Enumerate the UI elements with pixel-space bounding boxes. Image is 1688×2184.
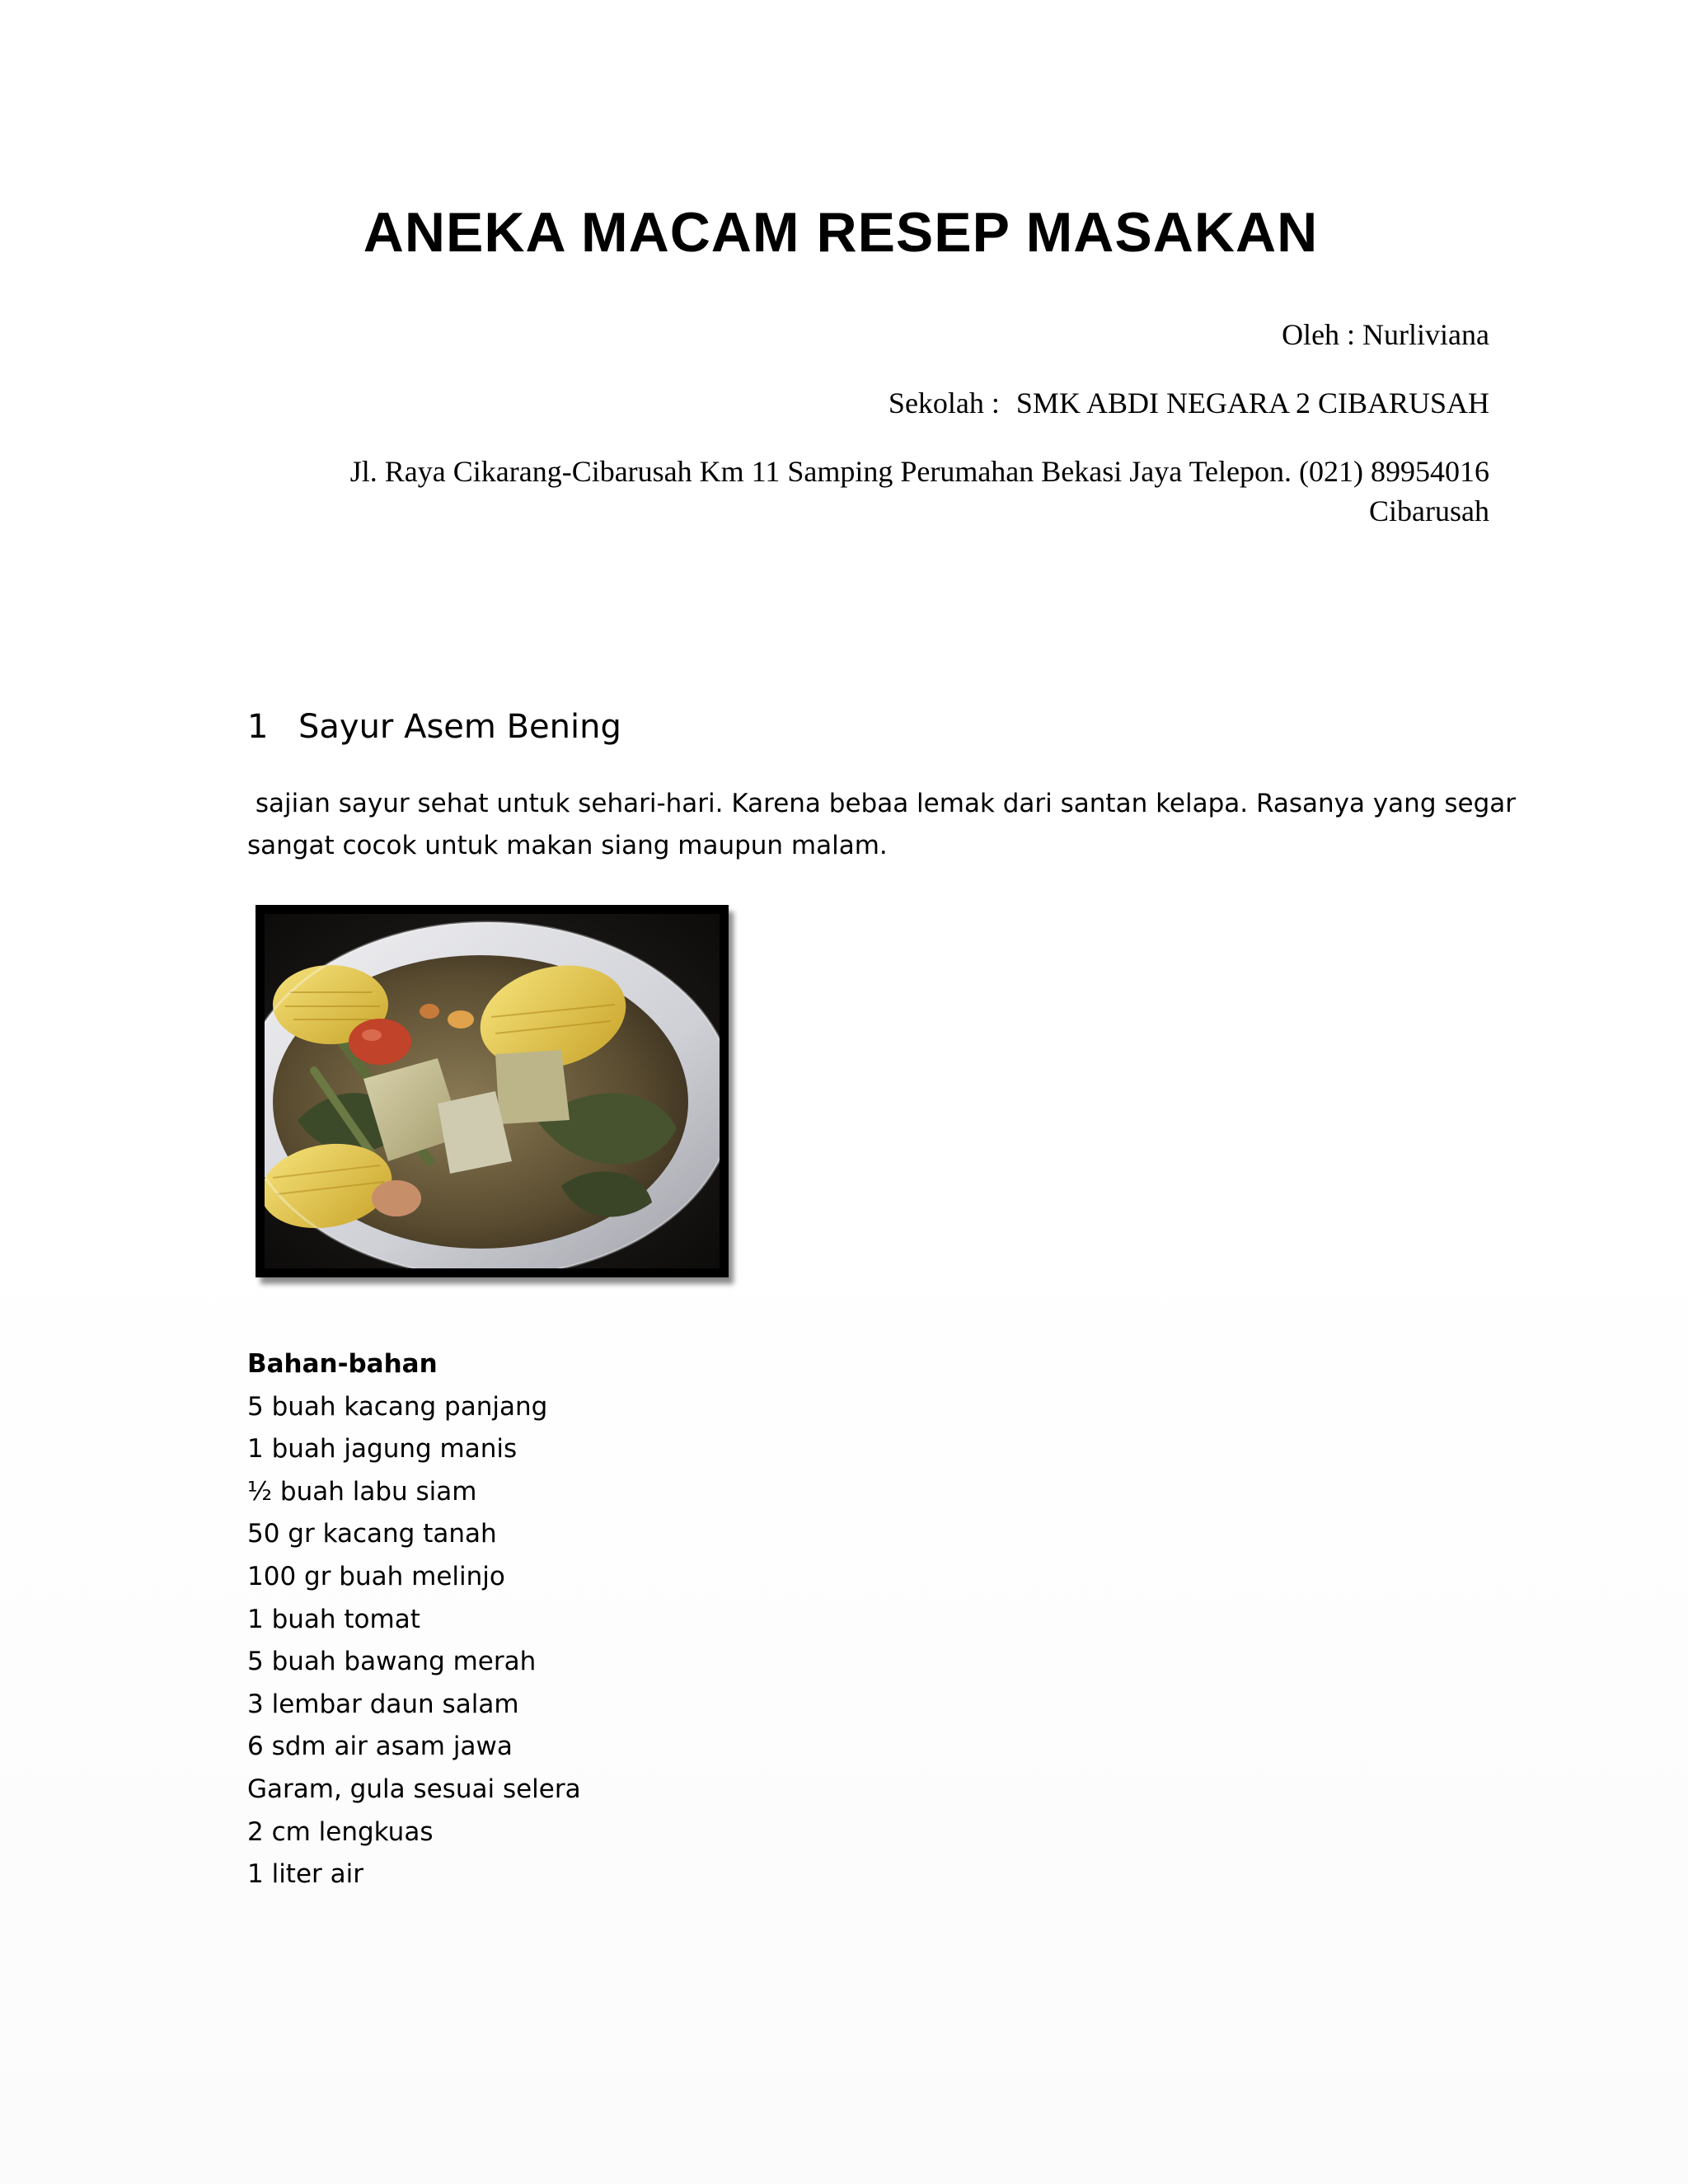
- ingredient-item: 5 buah kacang panjang: [247, 1391, 548, 1422]
- soup-bowl-image: [265, 914, 720, 1268]
- ingredient-item: 6 sdm air asam jawa: [247, 1732, 513, 1762]
- recipe-intro: [247, 783, 1516, 867]
- recipe-number: 1: [247, 708, 269, 746]
- recipe-photo: [256, 905, 729, 1277]
- ingredients-heading: Bahan-bahan: [247, 1349, 438, 1379]
- school-line: [204, 383, 1489, 423]
- ingredient-item: 2 cm lengkuas: [247, 1816, 434, 1847]
- document-title: ANEKA MACAM RESEP MASAKAN: [363, 201, 1319, 264]
- ingredients-list: [247, 1386, 581, 1896]
- ingredient-item: 1 liter air: [247, 1859, 363, 1890]
- ingredient-item: 5 buah bawang merah: [247, 1647, 537, 1677]
- ingredient-item: 50 gr kacang tanah: [247, 1519, 497, 1549]
- author-line: Oleh : Nurliviana: [1282, 318, 1489, 351]
- school-label: Sekolah :: [888, 387, 1000, 419]
- ingredient-item: 3 lembar daun salam: [247, 1689, 519, 1719]
- ingredient-item: ½ buah labu siam: [247, 1476, 477, 1507]
- recipe-name: Sayur Asem Bening: [298, 708, 621, 746]
- ingredient-item: 1 buah tomat: [247, 1604, 420, 1634]
- address-block: [204, 452, 1489, 531]
- intro-line: sangat cocok untuk makan siang maupun malam.: [247, 831, 888, 860]
- intro-line: sajian sayur sehat untuk sehari-hari. Karena bebaa lemak dari santan kelapa. Rasanya yang segar: [247, 789, 1516, 818]
- school-name: SMK ABDI NEGARA 2 CIBARUSAH: [1015, 387, 1489, 419]
- address-line: Jl. Raya Cikarang-Cibarusah Km 11 Samping Perumahan Bekasi Jaya Telepon. (021) 89954016: [349, 455, 1489, 488]
- ingredients-section: [247, 1343, 581, 1896]
- ingredient-item: Garam, gula sesuai selera: [247, 1774, 581, 1804]
- ingredient-item: 1 buah jagung manis: [247, 1434, 518, 1465]
- ingredient-item: 100 gr buah melinjo: [247, 1561, 505, 1591]
- recipe-heading: [247, 705, 621, 748]
- address-city: Cibarusah: [1369, 494, 1489, 527]
